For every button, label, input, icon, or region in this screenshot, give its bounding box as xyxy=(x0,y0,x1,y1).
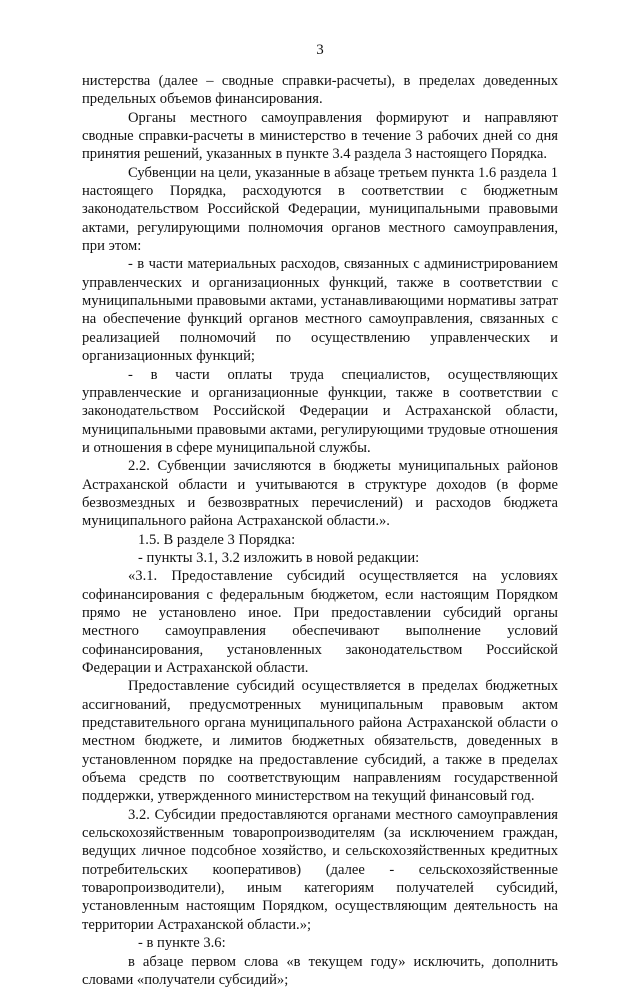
paragraph-9: «3.1. Предоставление субсидий осуществляется на условиях софинансирования с федеральным бюджетом, если настоящим Порядком прямо не установлено иное. При предоставлении субсидий органы местного самоуправления обеспечивают выполнение условий софинансирования, установленных законодательством Российской Федерации и Астраханской области. xyxy=(82,567,558,677)
paragraph-4: - в части материальных расходов, связанных с администрированием управленческих и организационных функций, также в соответствии с муниципальными правовыми актами, устанавливающими нормативы затрат на обеспечение функций органов местного самоуправления, связанных с реализацией полномочий по осуществлению управленческих и организационных функций; xyxy=(82,255,558,365)
paragraph-2: Органы местного самоуправления формируют и направляют сводные справки-расчеты в министерство в течение 3 рабочих дней со дня принятия решений, указанных в пункте 3.4 раздела 3 настоящего Порядка. xyxy=(82,109,558,164)
paragraph-7: 1.5. В разделе 3 Порядка: xyxy=(82,531,558,549)
paragraph-12: - в пункте 3.6: xyxy=(82,934,558,952)
paragraph-1: нистерства (далее – сводные справки-расчеты), в пределах доведенных предельных объемов финансирования. xyxy=(82,72,558,109)
paragraph-10: Предоставление субсидий осуществляется в пределах бюджетных ассигнований, предусмотренных муниципальным правовым актом представительного органа муниципального района Астраханской области о местном бюджете, и лимитов бюджетных обязательств, доведенных в установленном порядке на предоставление субсидий, а также в пределах объема средств по соответствующим направлениям государственной поддержки, утвержденного министерством на текущий финансовый год. xyxy=(82,677,558,805)
paragraph-13: в абзаце первом слова «в текущем году» исключить, дополнить словами «получатели субсидий»; xyxy=(82,953,558,989)
page-number: 3 xyxy=(0,42,640,59)
paragraph-6: 2.2. Субвенции зачисляются в бюджеты муниципальных районов Астраханской области и учитываются в структуре доходов (в форме безвозмездных и безвозвратных перечислений) и расходов бюджета муниципального района Астраханской области.». xyxy=(82,457,558,530)
paragraph-3: Субвенции на цели, указанные в абзаце третьем пункта 1.6 раздела 1 настоящего Порядка, расходуются в соответствии с бюджетным законодательством Российской Федерации, муниципальными правовыми актами, регулирующими полномочия органов местного самоуправления, при этом: xyxy=(82,164,558,256)
paragraph-5: - в части оплаты труда специалистов, осуществляющих управленческие и организационные функции, также в соответствии с законодательством Российской Федерации и Астраханской области, муниципальными правовыми актами, регулирующими трудовые отношения и отношения в сфере муниципальной службы. xyxy=(82,366,558,458)
document-body xyxy=(82,72,558,989)
paragraph-11: 3.2. Субсидии предоставляются органами местного самоуправления сельскохозяйственным товаропроизводителям (за исключением граждан, ведущих личное подсобное хозяйство, и сельскохозяйственных кредитных потребительских кооперативов) (далее - сельскохозяйственные товаропроизводители), иным категориям получателей субсидий, установленным настоящим Порядком, осуществляющим деятельность на территории Астраханской области.»; xyxy=(82,806,558,934)
paragraph-8: - пункты 3.1, 3.2 изложить в новой редакции: xyxy=(82,549,558,567)
